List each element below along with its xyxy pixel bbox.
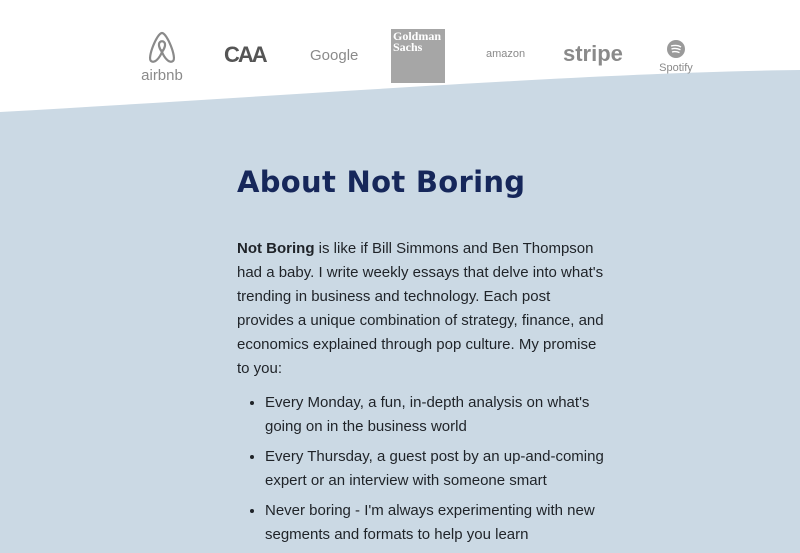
logo-amazon: amazon [486,48,526,60]
list-item: • Every Thursday, a guest post by an up-and-coming expert or an interview with someone smart [265,445,607,493]
logo-google: Google [310,47,359,64]
promise-list [237,391,607,547]
page-title: About Not Boring [237,165,526,199]
list-item: • Every Monday, a fun, in-depth analysis on what's going on in the business world [265,391,607,439]
logo-caa: CAA [224,42,266,67]
logo-spotify: Spotify [655,39,697,74]
about-section [237,165,607,553]
brand-name: Not Boring [237,240,315,257]
logo-airbnb: airbnb [138,30,186,84]
airbnb-icon [145,30,179,66]
logo-stripe: stripe [563,41,623,66]
list-item: • Never boring - I'm always experimenting with new segments and formats to help you learn [265,499,607,547]
logo-goldman-sachs: Goldman Sachs [391,29,445,83]
intro-paragraph: Not Boring is like if Bill Simmons and Ben Thompson had a baby. I write weekly essays that delve into what's trending in business and technology. Each post provides a unique combination of strategy, finance, and economics explained through pop culture. My promise to you: [237,240,604,377]
spotify-icon [666,39,686,59]
